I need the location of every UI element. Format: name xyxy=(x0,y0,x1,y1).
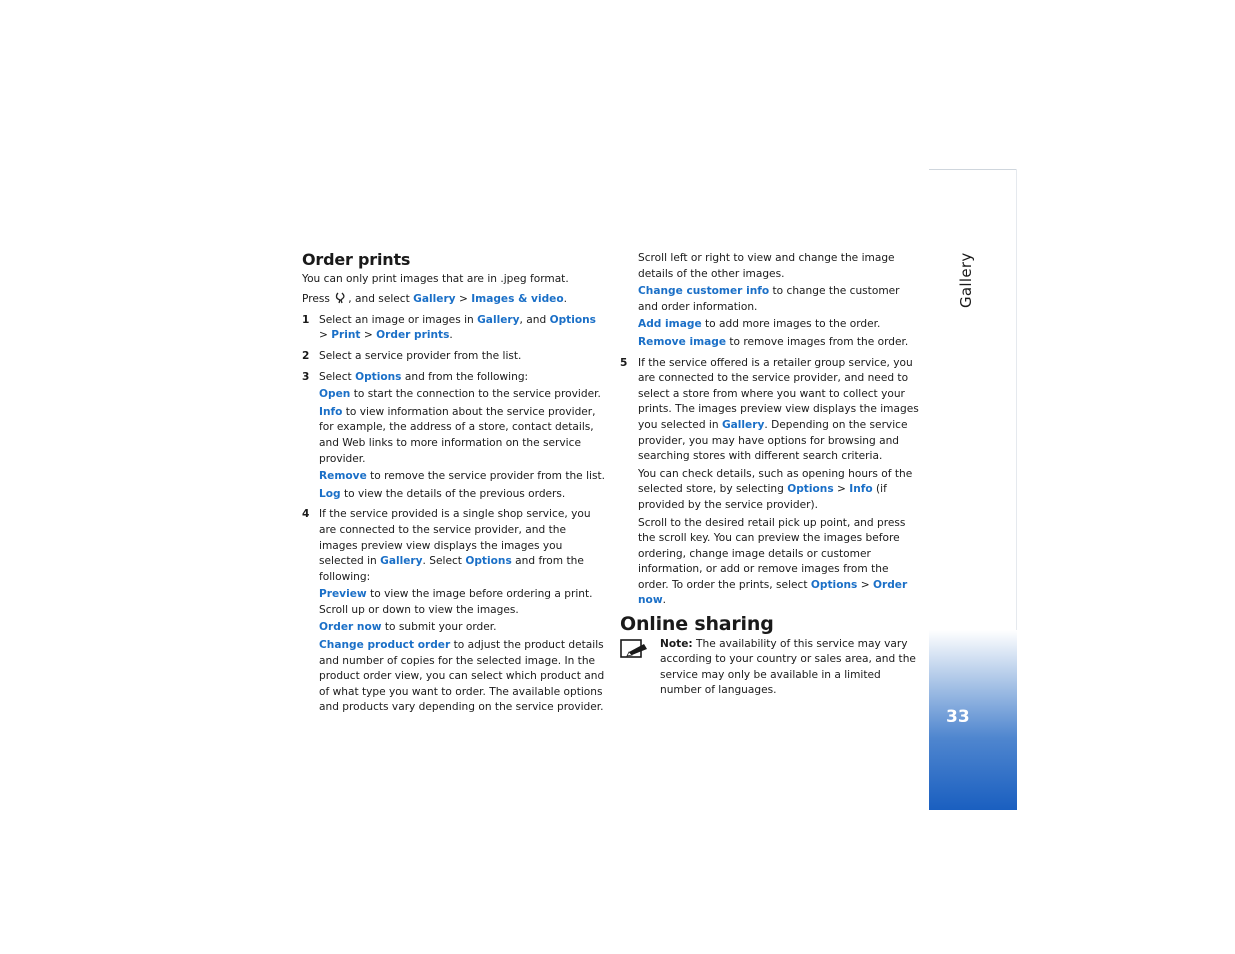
step-5: 5 If the service offered is a retailer group service, you are connected to the service provider, and need to select a store from where you want to collect your prints. The images preview view displays the images you selected in Gallery. Depending on the service provider, you may have options for browsing and searching stores with different search criteria. You can check details, such as opening hours of the selected store, by selecting Options > Info (if provided by the service provider). Scroll to the desired retail pick up point, and press the scroll key. You can preview the images before ordering, change image details or customer information, or add or remove images from the order. To order the prints, select Options > Order now. xyxy=(620,356,919,607)
option-item: Info to view information about the service provider, for example, the address of a store, contact details, and Web links to more information on the service provider. xyxy=(319,405,596,465)
order-prints-heading: Order prints xyxy=(302,250,411,269)
order-prints-intro: You can only print images that are in .jpeg format. xyxy=(302,272,569,285)
option-item: Change product order to adjust the product details and number of copies for the selected image. In the product order view, you can select which product and of what type you want to order. The available options and products vary depending on the service provider. xyxy=(319,639,605,714)
option-item: Remove to remove the service provider from the list. xyxy=(319,470,605,483)
option-item: Remove image to remove images from the order. xyxy=(638,335,909,348)
option-item: Add image to add more images to the order. xyxy=(638,318,881,331)
sidebar-top-rule xyxy=(929,169,1017,170)
press-instruction: Press , and select Gallery > Images & video. xyxy=(302,293,567,306)
left-column xyxy=(302,252,607,721)
sidebar-edge-rule xyxy=(1016,169,1017,639)
option-item: Open to start the connection to the service provider. xyxy=(319,388,601,401)
step-1: 1 Select an image or images in Gallery, and Options > Print > Order prints. xyxy=(302,313,596,342)
scroll-text: Scroll left or right to view and change the image details of the other images. xyxy=(638,252,895,280)
menu-key-icon xyxy=(335,292,346,304)
step-2: 2 Select a service provider from the list. xyxy=(302,349,522,362)
step-4: 4 If the service provided is a single shop service, you are connected to the service provider, and the images preview view displays the images you selected in Gallery. Select Options and from the following: Preview to view the image before ordering a print. Scroll up or down to view the images. Order now to submit your order. Change product order to adjust the product details and number of copies for the selected image. In the product order view, you can select which product and of what type you want to order. The available options and products vary depending on the service provider. xyxy=(302,507,607,716)
online-sharing-heading: Online sharing xyxy=(620,613,774,636)
option-item: Log to view the details of the previous orders. xyxy=(319,487,566,500)
images-video-link: Images & video xyxy=(471,293,564,306)
chapter-title: Gallery xyxy=(957,252,975,308)
note-pen-icon xyxy=(620,639,648,659)
sidebar-gradient-band xyxy=(929,630,1017,810)
option-item: Order now to submit your order. xyxy=(319,621,497,634)
gallery-link: Gallery xyxy=(413,293,456,306)
right-column xyxy=(620,251,920,701)
step-3: 3 Select Options and from the following: Open to start the connection to the service provider. Info to view information about the service provider, for example, the address of a store, contact details, and Web links to more information on the service provider. Remove to remove the service provider from the list. Log to view the details of the previous orders. xyxy=(302,370,607,503)
page-number: 33 xyxy=(946,707,970,727)
option-item: Preview to view the image before ordering a print. Scroll up or down to view the images. xyxy=(319,588,593,616)
note-box: Note: The availability of this service may vary according to your country or sales area, and the service may only be available in a limited number of languages. xyxy=(620,637,920,699)
option-item: Change customer info to change the customer and order information. xyxy=(638,285,900,313)
